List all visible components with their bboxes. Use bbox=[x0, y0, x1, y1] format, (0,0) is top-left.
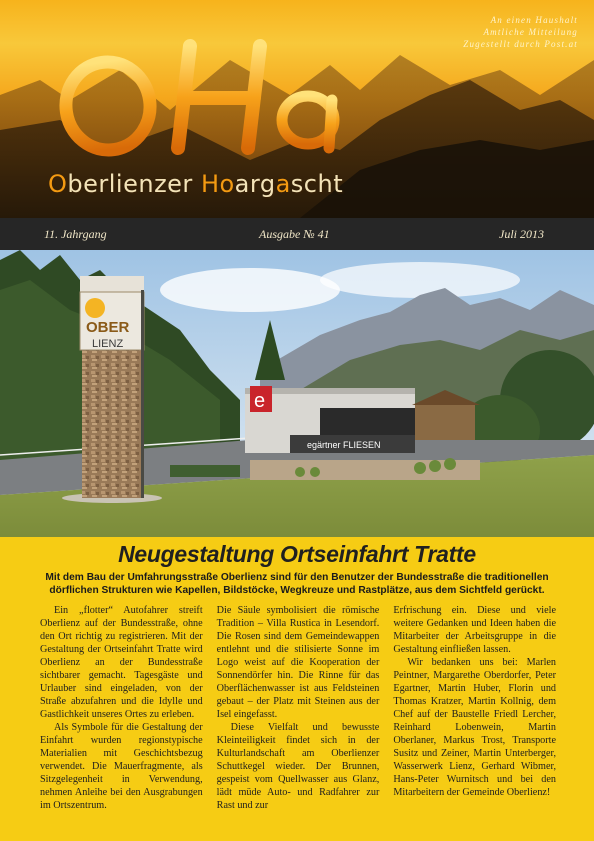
paragraph: Ein „flotter“ Autofahrer streift Oberlienz auf der Bundesstraße, ohne den Ort richtig zu registrieren. Mit der Gestaltung der Ortseinfahrt Tratte wird Oberlienz an der Bundesstraße sichtbarer gemacht. Tagesgäste und Urlauber sind eingeladen, von der Straße abzufahren und die Idylle und Gastlichkeit unseres Ortes zu erleben. bbox=[40, 605, 203, 720]
article-column-3 bbox=[393, 604, 556, 800]
postal-line: An einen Haushalt bbox=[490, 15, 578, 25]
paragraph: Erfrischung ein. Diese und viele weitere Gedanken und Ideen haben die Mitarbeiter der Arbeitsgruppe in die Gestaltung einfließen lassen. bbox=[393, 605, 557, 655]
article-headline: Neugestaltung Ortseinfahrt Tratte bbox=[118, 541, 476, 567]
paragraph: Als Symbole für die Gestaltung der Einfahrt wurden regionstypische Materialien mit Geschichtsbezug verwendet. Die Mauerfragmente, als Sitzgelegenheit in Verwendung, nehmen Anleihe bei den Ausgrabungen im Ortszentrum. bbox=[40, 722, 203, 811]
paragraph: Diese Vielfalt und bewusste Kleinteiligkeit findet sich in der Kulturlandschaft am Oberlienzer Schuttkegel wieder. Der Brunnen, gespeist vom Quellwasser aus Glanz, lädt müde Auto- und Radfahrer zur Rast und zur bbox=[216, 722, 380, 811]
article-subhead: Mit dem Bau der Umfahrungsstraße Oberlienz sind für den Benutzer der Bundesstraße die traditionellen dörflichen Strukturen wie Kapellen, Bildstöcke, Wegkreuze und Rastplätze, aus dem Sichtfeld gerückt. bbox=[45, 572, 549, 596]
postal-line: Amtliche Mitteilung bbox=[483, 27, 578, 37]
paragraph: Wir bedanken uns bei: Marlen Peintner, Margarethe Oberdorfer, Peter Egartner, Martin Huber, Florin und Thomas Kratzer, Martin Kollnig, dem Chef auf der Baustelle Friedl Lercher, Reinhard Lobenwein, Martin Oberlaner, Markus Trost, Transporte Susitz und Zeiner, Martin Unterberger, Wasserwerk Lienz, Gerhard Wibmer, Hans-Peter Wurnitsch und bei den Mitarbeitern der Gemeinde Oberlienz! bbox=[393, 657, 557, 798]
article-column-1 bbox=[40, 604, 203, 811]
cover-photo bbox=[0, 250, 594, 537]
pillar-sign-bottom: LIENZ bbox=[92, 338, 124, 350]
issue-band bbox=[0, 218, 594, 250]
article-column-2 bbox=[216, 604, 380, 811]
postal-line: Zugestellt durch Post.at bbox=[463, 39, 578, 49]
masthead-subtitle: Oberlienzer Hoargascht bbox=[48, 170, 344, 198]
article-body bbox=[40, 604, 557, 811]
oha-logo bbox=[50, 38, 350, 158]
building-logo: e bbox=[254, 390, 266, 412]
paragraph: Die Säule symbolisiert die römische Tradition – Villa Rustica in Lesendorf. Die Rosen sind dem Gemeindewappen entlehnt und die stilisierte Sonne im Logo weist auf die Kooperation der Sonnendörfer hin. Die Rinne für das Oberflächenwasser ist aus Feldsteinen gebaut – der Platz mit Steinen aus der Isel eingefasst. bbox=[216, 605, 380, 720]
postal-notice bbox=[463, 14, 578, 50]
masthead bbox=[0, 0, 594, 218]
issue-number: Ausgabe № 41 bbox=[259, 227, 330, 241]
issue-year: 11. Jahrgang bbox=[44, 227, 107, 241]
issue-date: Juli 2013 bbox=[499, 227, 544, 241]
building-sign: egärtner FLIESEN bbox=[307, 440, 381, 450]
pillar-sign-top: OBER bbox=[86, 319, 130, 336]
